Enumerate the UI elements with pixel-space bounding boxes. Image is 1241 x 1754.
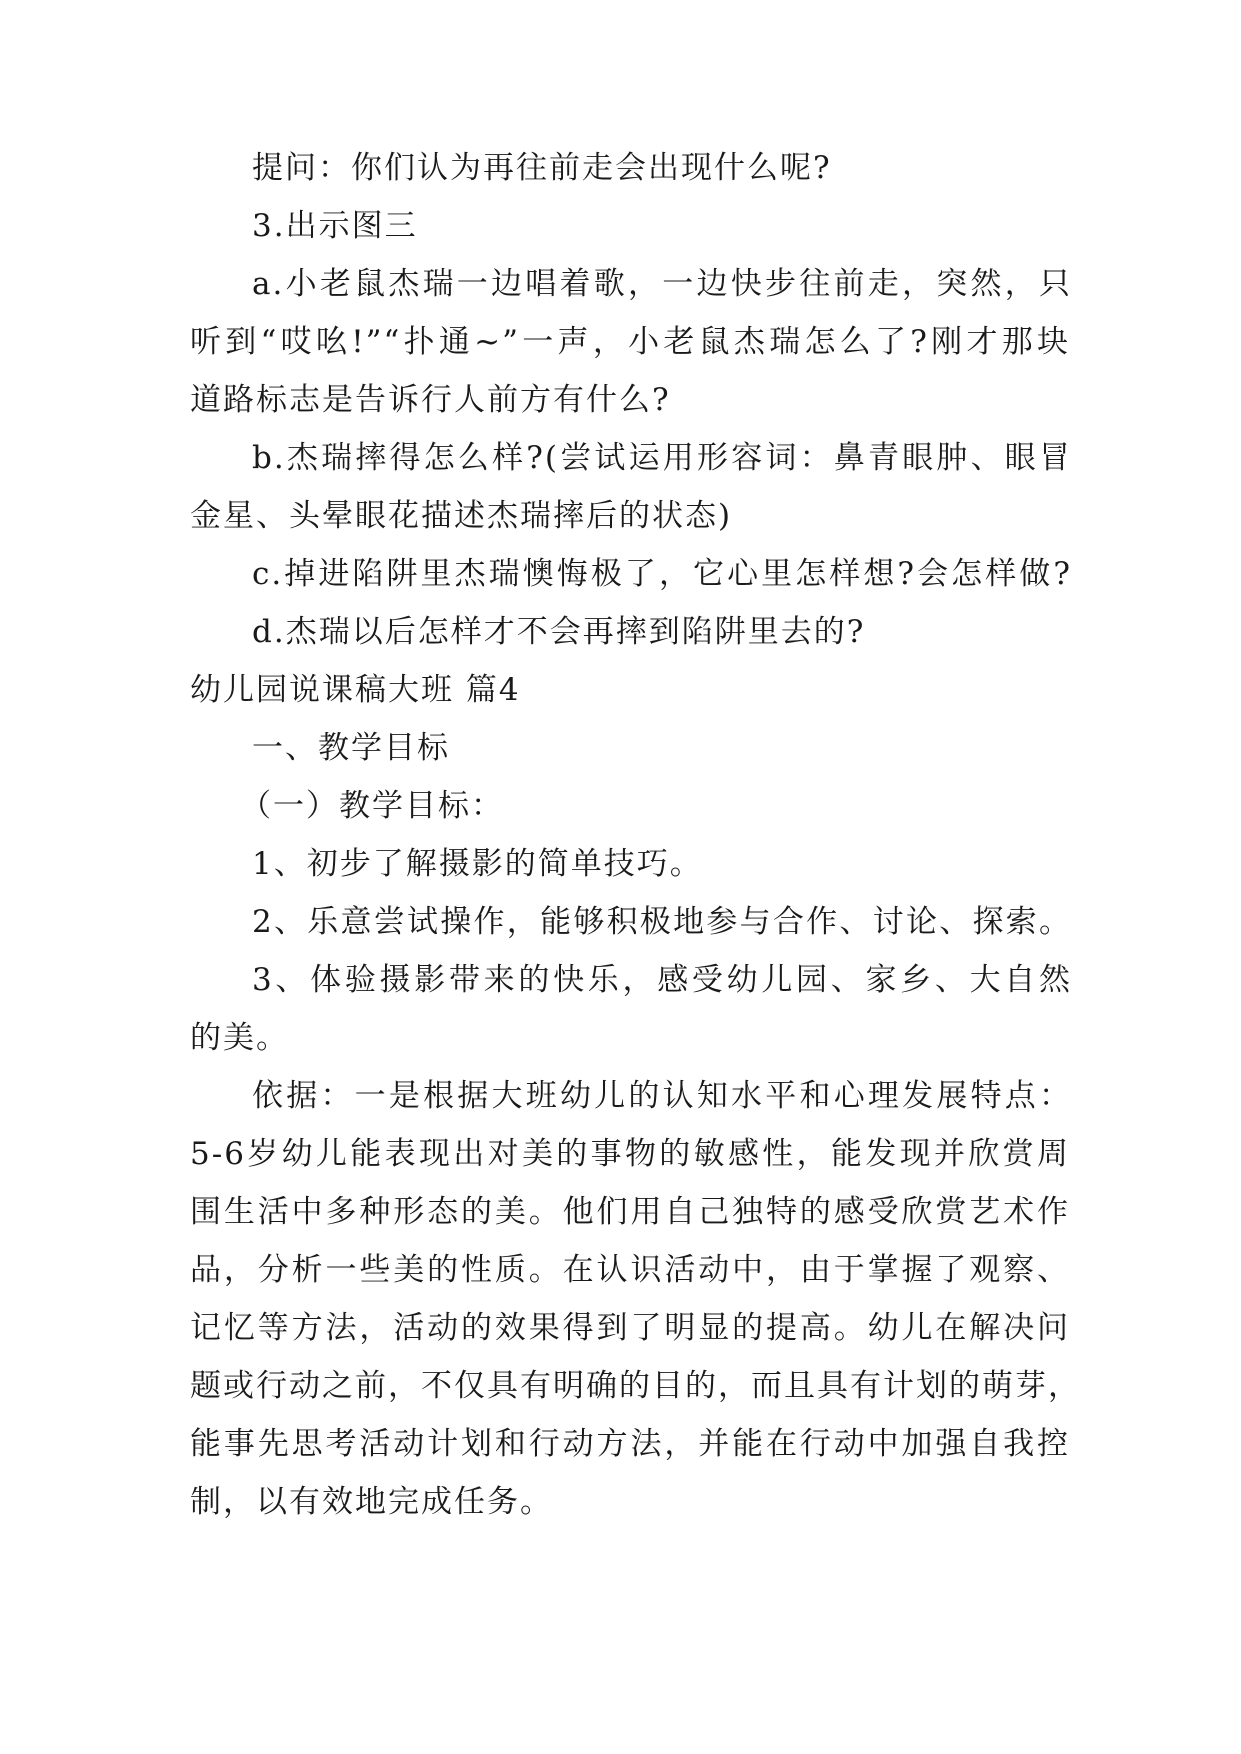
list-item: 2、乐意尝试操作，能够积极地参与合作、讨论、探索。 (252, 904, 1072, 940)
text-line: 能事先思考活动计划和行动方法，并能在行动中加强自我控 (190, 1426, 1070, 1462)
text-line: 提问：你们认为再往前走会出现什么呢? (252, 150, 832, 186)
text-line: d.杰瑞以后怎样才不会再摔到陷阱里去的? (252, 614, 866, 650)
text-line: b.杰瑞摔得怎么样?(尝试运用形容词：鼻青眼肿、眼冒 (252, 440, 1072, 476)
list-item: 1、初步了解摄影的简单技巧。 (252, 846, 703, 882)
text-line: 依据：一是根据大班幼儿的认知水平和心理发展特点： (252, 1078, 1072, 1114)
text-line: 金星、头晕眼花描述杰瑞摔后的状态) (190, 498, 733, 534)
text-line: 的美。 (190, 1020, 289, 1056)
text-line: 品，分析一些美的性质。在认识活动中，由于掌握了观察、 (190, 1252, 1070, 1288)
subheading: 一、教学目标 (252, 730, 450, 766)
text-line: 5-6岁幼儿能表现出对美的事物的敏感性，能发现并欣赏周 (190, 1136, 1070, 1172)
text-line: 3.出示图三 (252, 208, 418, 244)
text-line: 听到“哎吆!”“扑通~”一声，小老鼠杰瑞怎么了?刚才那块 (190, 324, 1070, 360)
text-line: 题或行动之前，不仅具有明确的目的，而且具有计划的萌芽， (190, 1368, 1081, 1404)
list-item: 3、体验摄影带来的快乐，感受幼儿园、家乡、大自然 (252, 962, 1072, 998)
text-line: 围生活中多种形态的美。他们用自己独特的感受欣赏艺术作 (190, 1194, 1070, 1230)
text-line: a.小老鼠杰瑞一边唱着歌，一边快步往前走，突然，只 (252, 266, 1072, 302)
section-heading: 幼儿园说课稿大班 篇4 (190, 672, 521, 708)
text-line: 制，以有效地完成任务。 (190, 1484, 553, 1520)
text-line: 道路标志是告诉行人前方有什么? (190, 382, 671, 418)
text-line: c.掉进陷阱里杰瑞懊悔极了，它心里怎样想?会怎样做? (252, 556, 1072, 592)
subheading: （一）教学目标： (240, 788, 504, 824)
text-line: 记忆等方法，活动的效果得到了明显的提高。幼儿在解决问 (190, 1310, 1070, 1346)
